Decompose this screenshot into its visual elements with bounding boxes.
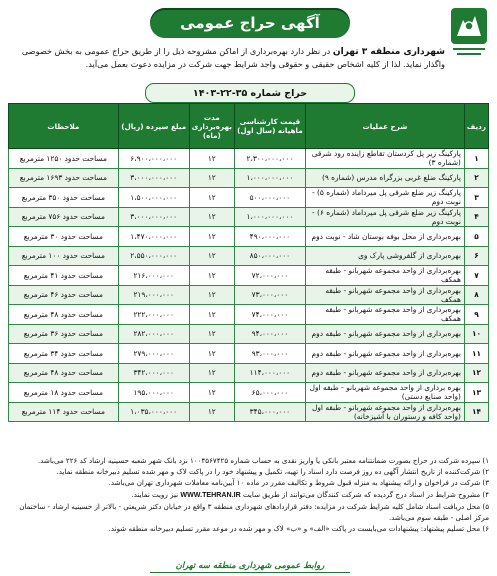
cell-price: ۷۴،۰۰۰،۰۰۰	[234, 305, 305, 325]
cell-row-number: ۲	[464, 168, 488, 188]
table-row	[9, 227, 489, 247]
cell-period: ۱۲	[189, 383, 234, 403]
cell-row-number: ۱۴	[464, 402, 488, 422]
cell-period: ۱۲	[189, 227, 234, 247]
cell-deposit: ۲۱۹،۰۰۰،۰۰۰	[118, 285, 189, 305]
cell-row-number: ۱۰	[464, 324, 488, 344]
banner-title-text: آگهی حراج عمومی	[180, 14, 320, 32]
auction-number-title	[145, 83, 355, 103]
auction-number-text: حراج شماره ۳۵-۲۲-۱۴۰۳	[192, 87, 308, 99]
cell-price: ۸۵۰،۰۰۰،۰۰۰	[234, 246, 305, 266]
table-row	[9, 266, 489, 286]
cell-period: ۱۲	[189, 363, 234, 383]
cell-row-number: ۴	[464, 207, 488, 227]
cell-period: ۱۲	[189, 188, 234, 208]
cell-price: ۶۵،۰۰۰،۰۰۰	[234, 383, 305, 403]
cell-period: ۱۲	[189, 246, 234, 266]
cell-operation: بهره‌برداری از واحد مجموعه شهربانو - طبقه دوم	[305, 363, 464, 383]
cell-price: ۷۳،۰۰۰،۰۰۰	[234, 285, 305, 305]
cell-period: ۱۲	[189, 324, 234, 344]
cell-operation: بهره‌برداری از واحد مجموعه شهربانو - طبقه دوم	[305, 324, 464, 344]
cell-notes: مساحت حدود ۴۶ مترمربع	[9, 285, 119, 305]
note-4-text: ۴) مشروح شرایط در اسناد درج گردیده که شرکت کنندگان می‌توانند از طریق سایت	[242, 489, 489, 499]
cell-operation: بهره‌برداری از واحد مجموعه شهربانو - طبقه دوم	[305, 344, 464, 364]
cell-notes: مساحت حدود ۱۶۹۳ مترمربع	[9, 168, 119, 188]
cell-row-number: ۵	[464, 227, 488, 247]
cell-period: ۱۲	[189, 168, 234, 188]
intro-paragraph	[8, 45, 445, 70]
table-header-row	[9, 104, 489, 149]
table-row	[9, 168, 489, 188]
header-notes: ملاحظات	[9, 104, 119, 149]
cell-deposit: ۱۹۵،۰۰۰،۰۰۰	[118, 383, 189, 403]
cell-price: ۱،۰۰۰،۰۰۰،۰۰۰	[234, 207, 305, 227]
website-link[interactable]: WWW.TEHRAN.IR	[180, 490, 241, 499]
cell-operation: بهره‌برداری از واحد مجموعه شهربانو - طبقه اول (واحد کافه و رستوران با آشپزخانه)	[305, 402, 464, 422]
table-row	[9, 383, 489, 403]
cell-notes: مساحت حدود ۱۲۵۰ مترمربع	[9, 149, 119, 169]
note-4-suffix: نیز رویت نمایند.	[131, 489, 179, 499]
header-operation: شرح عملیات	[305, 104, 464, 149]
cell-price: ۱،۰۰۰،۰۰۰،۰۰۰	[234, 168, 305, 188]
cell-deposit: ۳،۰۰۰،۰۰۰،۰۰۰	[118, 207, 189, 227]
cell-operation: پارکینگ زیر ضلع شرقی پل میرداماد (شماره ۵) - نوبت دوم	[305, 188, 464, 208]
tehran-municipality-logo	[449, 6, 489, 58]
header-period: مدت بهره‌برداری (ماه)	[189, 104, 234, 149]
cell-period: ۱۲	[189, 344, 234, 364]
cell-price: ۵۰۰،۰۰۰،۰۰۰	[234, 188, 305, 208]
cell-deposit: ۳،۰۰۰،۰۰۰،۰۰۰	[118, 168, 189, 188]
cell-operation: بهره‌برداری از واحد مجموعه شهربانو - طبقه همکف	[305, 305, 464, 325]
cell-notes: مساحت حدود ۱۸ مترمربع	[9, 383, 119, 403]
cell-operation: بهره برداری از واحد مجموعه شهربانو - طبقه اول (واحد صنایع دستی)	[305, 383, 464, 403]
header-deposit: مبلغ سپرده (ریال)	[118, 104, 189, 149]
header-row-number: ردیف	[464, 104, 488, 149]
cell-row-number: ۱۳	[464, 383, 488, 403]
cell-period: ۱۲	[189, 285, 234, 305]
cell-row-number: ۱	[464, 149, 488, 169]
cell-deposit: ۱،۰۳۵،۰۰۰،۰۰۰	[118, 402, 189, 422]
cell-price: ۷۲،۰۰۰،۰۰۰	[234, 266, 305, 286]
cell-row-number: ۳	[464, 188, 488, 208]
cell-deposit: ۱،۴۷۰،۰۰۰،۰۰۰	[118, 227, 189, 247]
cell-row-number: ۹	[464, 305, 488, 325]
footer-signature: روابط عمومی شهرداری منطقه سه تهران	[175, 561, 325, 571]
header-price: قیمت کارشناسی ماهیانه (سال اول)	[234, 104, 305, 149]
cell-operation: بهره‌برداری از واحد مجموعه شهربانو - طبقه همکف	[305, 285, 464, 305]
cell-price: ۴۹۰،۰۰۰،۰۰۰	[234, 227, 305, 247]
note-1: ۱) سپرده شرکت در حراج بصورت ضمانتنامه معتبر بانکی یا واریز نقدی به حساب شماره ۱۰۰۴۵۶۷۴۲۵ نزد بانک شهر شعبه حسینیه ارشاد کد ۲۲۶ می‌باشد.	[37, 456, 489, 465]
cell-deposit: ۲،۵۵۰،۰۰۰،۰۰۰	[118, 246, 189, 266]
cell-notes: مساحت حدود ۴۸ مترمربع	[9, 363, 119, 383]
cell-row-number: ۸	[464, 285, 488, 305]
cell-row-number: ۱۱	[464, 344, 488, 364]
cell-period: ۱۲	[189, 149, 234, 169]
cell-notes: مساحت حدود ۳۰ مترمربع	[9, 227, 119, 247]
cell-row-number: ۱۲	[464, 363, 488, 383]
table-row	[9, 285, 489, 305]
cell-notes: مساحت حدود ۱۰۰ مترمربع	[9, 246, 119, 266]
cell-notes: مساحت حدود ۴۸ مترمربع	[9, 305, 119, 325]
footer-divider	[150, 572, 350, 573]
cell-notes: مساحت حدود ۳۵۰ مترمربع	[9, 188, 119, 208]
cell-row-number: ۶	[464, 246, 488, 266]
cell-deposit: ۶،۹۰۰،۰۰۰،۰۰۰	[118, 149, 189, 169]
cell-price: ۱۱۴،۰۰۰،۰۰۰	[234, 363, 305, 383]
cell-operation: بهره‌برداری از گلفروشی پارک وی	[305, 246, 464, 266]
cell-deposit: ۲۲۲،۰۰۰،۰۰۰	[118, 305, 189, 325]
note-3: ۳) شرکت در فراخوان و ارائه پیشنهاد به منزله قبول شروط و تکالیف مقرر در ماده ۱۰ آیین‌نامه معاملات شهرداری تهران می‌باشد.	[108, 478, 489, 488]
table-row	[9, 305, 489, 325]
cell-period: ۱۲	[189, 402, 234, 422]
cell-notes: مساحت حدود ۴۱ مترمربع	[9, 266, 119, 286]
cell-deposit: ۲۸۲،۰۰۰،۰۰۰	[118, 324, 189, 344]
cell-operation: بهره‌برداری از واحد مجموعه شهربانو - طبقه همکف	[305, 266, 464, 286]
cell-price: ۳۴۵،۰۰۰،۰۰۰	[234, 402, 305, 422]
cell-price: ۹۴،۰۰۰،۰۰۰	[234, 324, 305, 344]
note-6: ۶) محل تسلیم پیشنهاد: پیشنهادات می‌بایست در پاکت «الف» و «ب» لاک و مهر شده در موعد مقرر تسلیم دبیرخانه منطقه شوند.	[108, 524, 489, 534]
cell-notes: مساحت حدود ۳۶ مترمربع	[9, 324, 119, 344]
cell-operation: پارکینگ زیر پل کردستان تقاطع زاینده رود شرقی (شماره ۳)	[305, 149, 464, 169]
banner-title	[150, 8, 350, 38]
cell-deposit: ۳۴۲،۰۰۰،۰۰۰	[118, 363, 189, 383]
intro-bold: شهرداری منطقه ۳ تهران	[332, 47, 445, 57]
cell-notes: مساحت حدود ۳۴ مترمربع	[9, 344, 119, 364]
auction-table	[8, 103, 489, 422]
cell-operation: بهره‌برداری از محل بوفه بوستان شاد - نوبت دوم	[305, 227, 464, 247]
cell-deposit: ۲۱۶،۰۰۰،۰۰۰	[118, 266, 189, 286]
cell-deposit: ۲۷۹،۰۰۰،۰۰۰	[118, 344, 189, 364]
cell-row-number: ۷	[464, 266, 488, 286]
notes-section	[8, 455, 489, 534]
table-row	[9, 188, 489, 208]
cell-price: ۲،۳۰۰،۰۰۰،۰۰۰	[234, 149, 305, 169]
note-2: ۲) شرکت‌کننده از تاریخ انتشار آگهی ده روز فرصت دارد اسناد را تهیه، تکمیل و پیشنهاد خود را در پاکت لاک و مهر شده تسلیم دبیرخانه منطقه نماید.	[56, 467, 489, 477]
table-row	[9, 344, 489, 364]
note-4	[8, 489, 489, 501]
cell-deposit: ۱،۵۰۰،۰۰۰،۰۰۰	[118, 188, 189, 208]
table-row	[9, 149, 489, 169]
table-row	[9, 402, 489, 422]
intro-text: در نظر دارد بهره‌برداری از اماکن مشروحه ذیل را از طریق حراج عمومی به بخش خصوصی واگذار نماید. لذا از کلیه اشخاص حقیقی و حقوقی واجد شرایط جهت شرکت در مزایده دعوت بعمل می‌آید.	[21, 46, 445, 69]
cell-price: ۹۳،۰۰۰،۰۰۰	[234, 344, 305, 364]
table-row	[9, 246, 489, 266]
cell-operation: پارکینگ زیر ضلع شرقی پل میرداماد (شماره ۶) - نوبت دوم	[305, 207, 464, 227]
table-row	[9, 363, 489, 383]
table-row	[9, 207, 489, 227]
cell-period: ۱۲	[189, 305, 234, 325]
note-5: ۵) محل دریافت اسناد شامل کلیه شرایط شرکت در مزایده: دفتر قراردادهای شهرداری منطقه ۳ واقع در خیابان دکتر شریعتی - بالاتر از حسینیه ارشاد - ساختمان مرکز اصلی - طبقه سوم می‌باشد.	[19, 501, 489, 523]
cell-period: ۱۲	[189, 266, 234, 286]
cell-notes: مساحت حدود ۷۵۶ مترمربع	[9, 207, 119, 227]
cell-period: ۱۲	[189, 207, 234, 227]
cell-operation: پارکینگ ضلع غربی بزرگراه مدرس (شماره ۹)	[305, 168, 464, 188]
table-row	[9, 324, 489, 344]
cell-notes: مساحت حدود ۱۱۴ مترمربع	[9, 402, 119, 422]
